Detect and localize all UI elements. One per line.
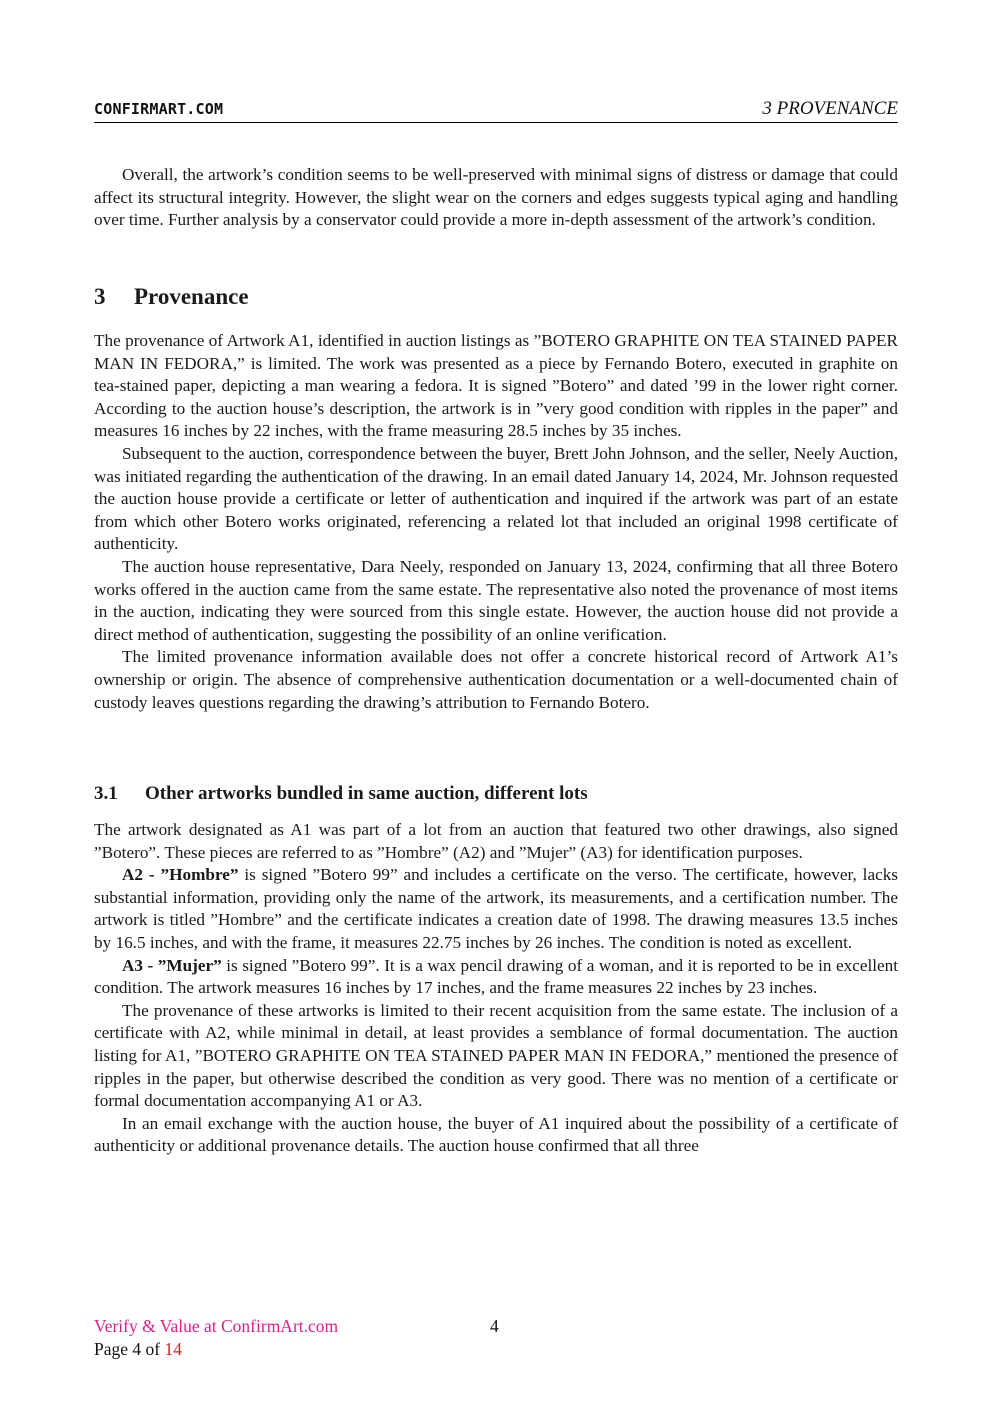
intro-block	[94, 164, 898, 232]
provenance-paragraph: The provenance of Artwork A1, identified in auction listings as ”BOTERO GRAPHITE ON TEA STAINED PAPER MAN IN FEDORA,” is limited. The work was presented as a piece by Fernando Botero, executed in graphite on tea-stained paper, depicting a man wearing a fedora. It is signed ”Botero” and dated ’99 in the lower right corner. According to the auction house’s description, the artwork is in ”very good condition with ripples in the paper” and measures 16 inches by 22 inches, with the frame measuring 28.5 inches by 35 inches.	[94, 331, 898, 441]
running-head: 3 PROVENANCE	[762, 98, 898, 119]
section-number: 3	[94, 284, 106, 309]
provenance-body	[94, 330, 898, 714]
a2-label: A2 - ”Hombre”	[122, 865, 239, 885]
provenance-paragraph: The auction house representative, Dara Neely, responded on January 13, 2024, confirming that all three Botero works offered in the auction came from the same estate. The representative also noted the provenance of most items in the auction, indicating they were sourced from this single estate. However, the auction house did not provide a direct method of authentication, suggesting the possibility of an online verification.	[94, 556, 898, 644]
page-prefix: Page 4 of	[94, 1339, 161, 1359]
subsection-paragraph: The provenance of these artworks is limited to their recent acquisition from the same estate. The inclusion of a certificate with A2, while minimal in detail, at least provides a semblance of formal documentation. The auction listing for A1, ”BOTERO GRAPHITE ON TEA STAINED PAPER MAN IN FEDORA,” mentioned the presence of ripples in the paper, but otherwise described the condition as very good. There was no mention of a certificate or formal documentation accompanying A1 or A3.	[94, 1000, 898, 1111]
subsection-title: Other artworks bundled in same auction, different lots	[145, 783, 588, 804]
a3-paragraph	[94, 955, 898, 1000]
subsection-intro: The artwork designated as A1 was part of a lot from an auction that featured two other drawings, also signed ”Botero”. These pieces are referred to as ”Hombre” (A2) and ”Mujer” (A3) for identification purposes.	[94, 820, 898, 862]
confirmart-logo[interactable]: CONFIRMART.COM	[94, 100, 224, 118]
provenance-paragraph: Subsequent to the auction, correspondence between the buyer, Brett John Johnson, and the seller, Neely Auction, was initiated regarding the authentication of the drawing. In an email dated January 14, 2024, Mr. Johnson requested the auction house provide a certificate or letter of authentication and inquired if the artwork was part of an estate from which other Botero works originated, referencing a related lot that included an original 1998 certificate of authenticity.	[94, 443, 898, 554]
subsection-number: 3.1	[94, 783, 118, 804]
subsection-paragraph: In an email exchange with the auction house, the buyer of A1 inquired about the possibility of a certificate of authenticity or additional provenance details. The auction house confirmed that all three	[94, 1113, 898, 1156]
footer-page-count	[94, 1339, 182, 1360]
intro-paragraph: Overall, the artwork’s condition seems to be well-preserved with minimal signs of distress or damage that could affect its structural integrity. However, the slight wear on the corners and edges suggests typical aging and handling over time. Further analysis by a conservator could provide a more in-depth assessment of the artwork’s condition.	[94, 165, 898, 230]
footer-page-number: 4	[490, 1316, 499, 1336]
a3-text: is signed ”Botero 99”. It is a wax pencil drawing of a woman, and it is reported to be in excellent condition. The artwork measures 16 inches by 17 inches, and the frame measures 22 inches by 23 inches.	[94, 955, 898, 998]
page-total-link[interactable]: 14	[164, 1339, 182, 1359]
section-heading	[94, 284, 249, 310]
section-title: Provenance	[134, 284, 249, 309]
a3-label: A3 - ”Mujer”	[122, 955, 222, 975]
a2-paragraph	[94, 864, 898, 954]
provenance-paragraph: The limited provenance information available does not offer a concrete historical record of Artwork A1’s ownership or origin. The absence of comprehensive authentication documentation or a well-documented chain of custody leaves questions regarding the drawing’s attribution to Fernando Botero.	[94, 647, 898, 712]
footer-link[interactable]: Verify & Value at ConfirmArt.com	[94, 1316, 339, 1336]
subsection-heading	[94, 783, 588, 805]
a2-text: is signed ”Botero 99” and includes a certificate on the verso. The certificate, however, lacks substantial information, providing only the name of the artwork, its measurements, and a certification number. The artwork is titled ”Hombre” and the certificate indicates a creation date of 1998. The drawing measures 13.5 inches by 16.5 inches, and with the frame, it measures 22.75 inches by 26 inches. The condition is noted as excellent.	[94, 865, 898, 952]
page-header	[94, 98, 898, 123]
subsection-body	[94, 819, 898, 1158]
